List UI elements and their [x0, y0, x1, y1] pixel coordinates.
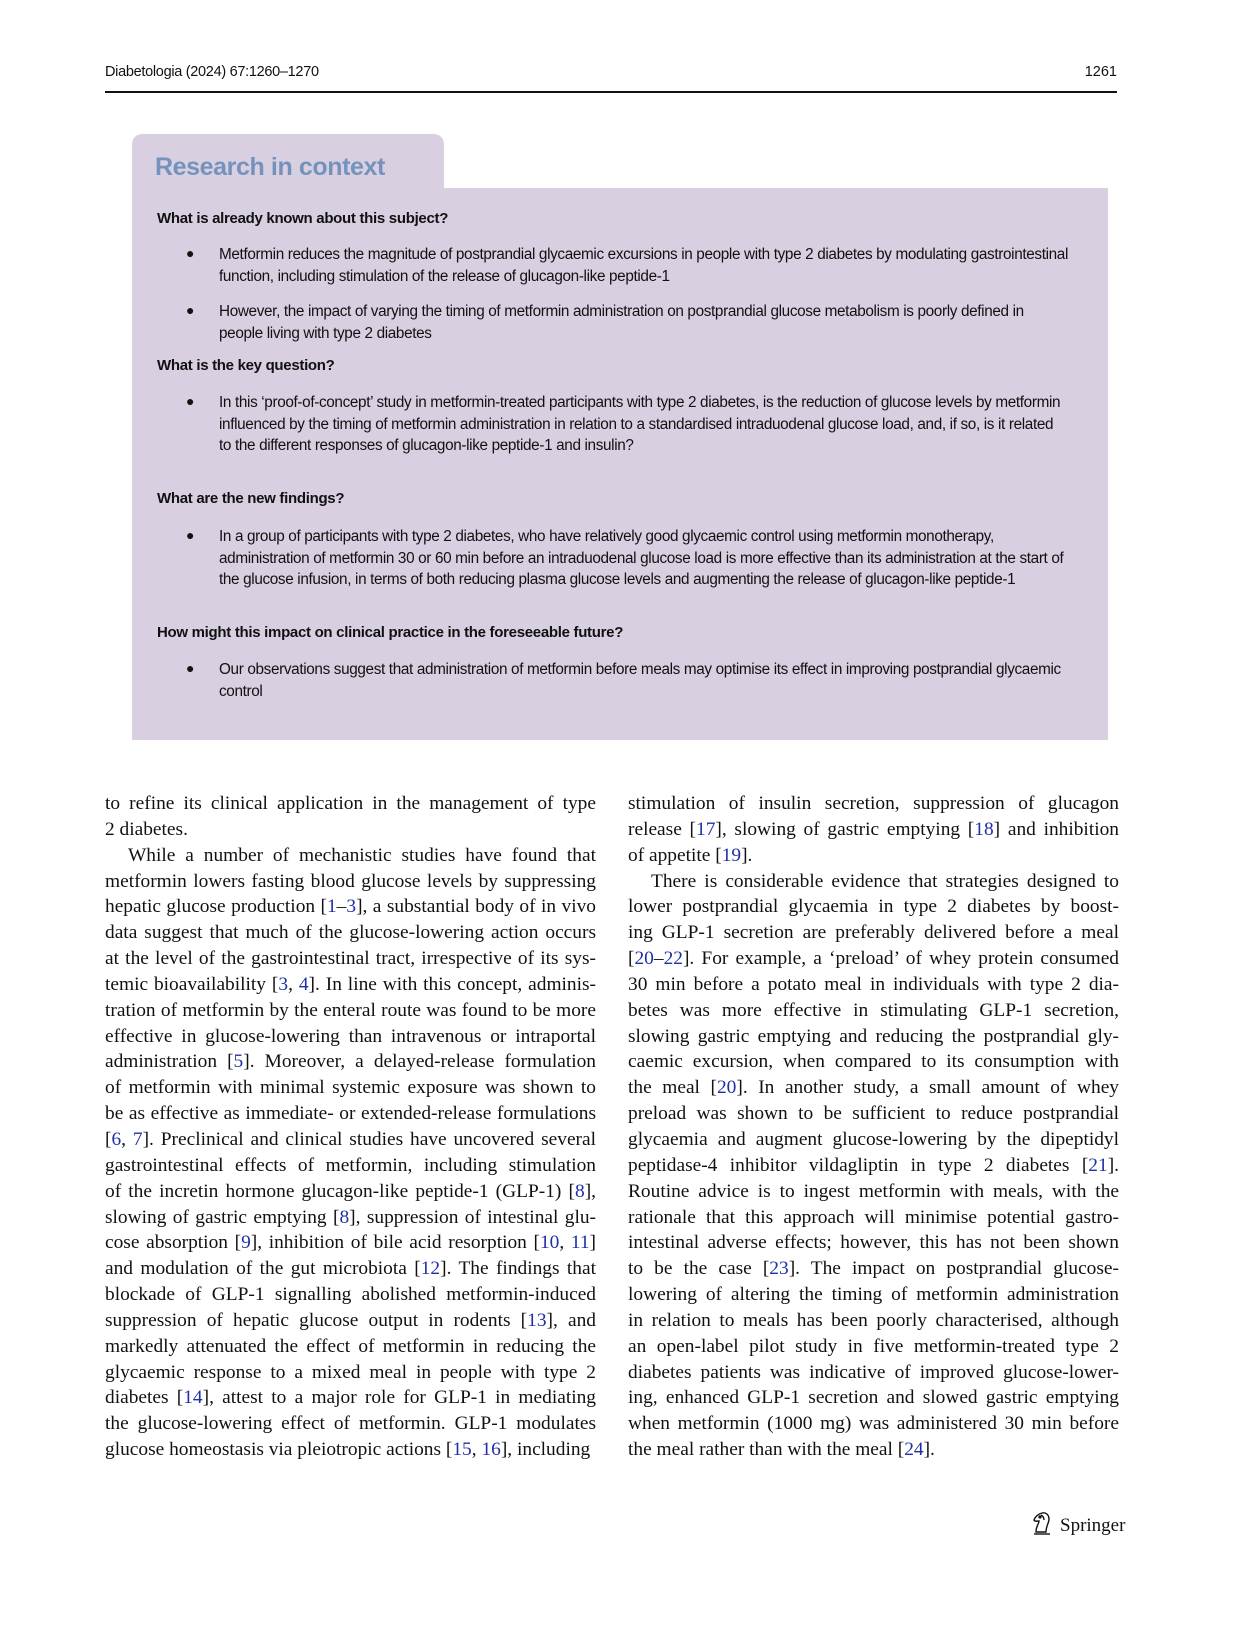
citation-link[interactable]: 18: [974, 818, 994, 840]
text-segment: effective in glucose-lowering than intravenous or intraportal: [105, 1025, 596, 1047]
text-segment: the glucose-lowering effect of metformin. GLP-1 modulates: [105, 1413, 596, 1435]
citation-link[interactable]: 22: [663, 948, 683, 970]
text-segment: slowing gastric emptying and reducing the postprandial gly-: [628, 1025, 1119, 1047]
text-segment: lower postprandial glycaemia in type 2 diabetes by boost-: [628, 896, 1119, 918]
text-line: [105, 894, 596, 920]
text-segment: ], slowing of gastric emptying [: [715, 818, 975, 840]
text-segment: an open-label pilot study in five metformin-treated type 2: [628, 1335, 1119, 1357]
text-line-content: [651, 869, 1119, 895]
text-line: [628, 1282, 1119, 1308]
text-segment: diabetes patients was indicative of improved glucose-lower-: [628, 1361, 1119, 1383]
text-segment: ], inhibition of bile acid resorption [: [250, 1232, 540, 1254]
text-segment: slowing of gastric emptying [: [105, 1206, 340, 1228]
text-line: [628, 1127, 1119, 1153]
text-line: [628, 869, 1119, 895]
text-line-content: [105, 1179, 596, 1205]
citation-link[interactable]: 8: [339, 1206, 350, 1228]
text-segment: 30 min before a potato meal in individuals with type 2 dia-: [628, 973, 1119, 995]
citation-link[interactable]: 1: [326, 896, 337, 918]
text-line-content: [628, 1334, 1119, 1360]
text-line-content: [105, 946, 596, 972]
text-segment: ing, enhanced GLP-1 secretion and slowed gastric emptying: [628, 1387, 1119, 1409]
citation-link[interactable]: 4: [298, 973, 309, 995]
text-line: [105, 791, 596, 817]
text-line-content: [628, 920, 1119, 946]
citation-link[interactable]: 9: [241, 1232, 251, 1254]
text-line-content: [628, 1101, 1119, 1127]
text-line-content: [628, 843, 1119, 869]
text-segment: ], attest to a major role for GLP-1 in mediating: [202, 1387, 596, 1409]
section-heading-new-findings: What are the new findings?: [157, 490, 345, 507]
text-line-content: [128, 843, 596, 869]
text-line: [628, 1153, 1119, 1179]
text-line-content: [628, 1230, 1119, 1256]
bullet-icon: ●: [186, 527, 195, 543]
text-segment: Routine advice is to ingest metformin with meals, with the: [628, 1180, 1119, 1202]
citation-link[interactable]: 16: [481, 1439, 501, 1461]
text-segment: ]. For example, a ‘preload’ of whey protein consumed: [682, 948, 1119, 970]
text-segment: While a number of mechanistic studies have found that: [128, 844, 596, 866]
text-line: [105, 1308, 596, 1334]
text-segment: ]. Preclinical and clinical studies have uncovered several: [142, 1128, 597, 1150]
text-line-content: [628, 1179, 1119, 1205]
text-line-content: [105, 1127, 596, 1153]
text-line-content: [105, 1411, 596, 1437]
text-segment: rationale that this approach will minimise potential gastro-: [628, 1206, 1119, 1228]
journal-citation: Diabetologia (2024) 67:1260–1270: [105, 64, 319, 80]
text-line: [105, 817, 596, 843]
citation-link[interactable]: 5: [233, 1051, 244, 1073]
text-segment: markedly attenuated the effect of metformin in reducing the: [105, 1335, 596, 1357]
text-line-content: [628, 791, 1119, 817]
text-segment: betes was more effective in stimulating GLP-1 secretion,: [628, 999, 1119, 1021]
citation-link[interactable]: 3: [278, 973, 289, 995]
text-segment: administration [: [105, 1051, 234, 1073]
text-line: [628, 1205, 1119, 1231]
text-segment: ,: [559, 1232, 571, 1254]
text-segment: ],: [584, 1180, 596, 1202]
text-segment: ], including: [500, 1439, 591, 1461]
text-segment: of appetite [: [628, 844, 722, 866]
publisher-name: Springer: [1060, 1514, 1126, 1536]
citation-link[interactable]: 20: [634, 948, 654, 970]
bullet-text: In a group of participants with type 2 diabetes, who have relatively good glycaemic control using metformin monotherapy, administration of metformin 30 or 60 min before an intraduodenal glucose load is more effective than its administration at the start of the glucose infusion, in terms of both reducing plasma glucose levels and augmenting the release of glucagon-like peptide-1: [219, 528, 1064, 588]
citation-link[interactable]: 21: [1088, 1154, 1108, 1176]
bullet-icon: ●: [186, 660, 195, 676]
text-segment: intestinal adverse effects; however, this has not been shown: [628, 1232, 1119, 1254]
text-segment: preload was shown to be sufficient to reduce postprandial: [628, 1103, 1119, 1125]
text-line-content: [105, 972, 596, 998]
text-segment: suppression of hepatic glucose output in rodents [: [105, 1309, 528, 1331]
text-segment: the meal [: [628, 1077, 717, 1099]
citation-link[interactable]: 7: [132, 1128, 143, 1150]
text-line: [105, 972, 596, 998]
text-line: [105, 1437, 596, 1463]
text-line: [628, 972, 1119, 998]
text-segment: of metformin with minimal systemic exposure was shown to: [105, 1077, 596, 1099]
text-line-content: [105, 1049, 596, 1075]
text-line: [105, 1024, 596, 1050]
text-segment: –: [336, 896, 347, 918]
text-line: [105, 998, 596, 1024]
bullet-icon: ●: [186, 245, 195, 261]
text-segment: ]. In line with this concept, adminis-: [308, 973, 597, 995]
header-divider: [105, 91, 1117, 93]
text-line: [105, 1153, 596, 1179]
text-line-content: [628, 1024, 1119, 1050]
text-line: [628, 1075, 1119, 1101]
text-line-content: [628, 817, 1119, 843]
section-heading-known: What is already known about this subject?: [157, 210, 449, 227]
text-line-content: [628, 1385, 1119, 1411]
text-segment: to be the case [: [628, 1258, 770, 1280]
springer-horse-icon: [1030, 1510, 1054, 1541]
text-line-content: [628, 1411, 1119, 1437]
text-segment: be as effective as immediate- or extended-release formulations: [105, 1103, 596, 1125]
text-line-content: [628, 1282, 1119, 1308]
text-line: [628, 1411, 1119, 1437]
text-segment: cose absorption [: [105, 1232, 242, 1254]
bullet-text: However, the impact of varying the timing of metformin administration on postprandial glucose metabolism is poorly defined in people living with type 2 diabetes: [219, 303, 1024, 342]
text-line: [628, 817, 1119, 843]
text-line-content: [105, 894, 596, 920]
text-segment: [: [105, 1128, 112, 1150]
text-line: [628, 1334, 1119, 1360]
citation-link[interactable]: 15: [452, 1439, 472, 1461]
page-number: 1261: [1084, 64, 1117, 80]
text-segment: ]. The findings that: [440, 1258, 596, 1280]
text-segment: –: [653, 948, 664, 970]
text-line-content: [105, 1205, 596, 1231]
text-line-content: [628, 946, 1119, 972]
text-line: [105, 1411, 596, 1437]
text-line: [628, 1256, 1119, 1282]
text-line: [628, 998, 1119, 1024]
text-line-content: [105, 920, 596, 946]
text-segment: ]. Moreover, a delayed-release formulation: [243, 1051, 596, 1073]
body-column-right: [628, 791, 1119, 1463]
text-line: [105, 869, 596, 895]
text-segment: at the level of the gastrointestinal tract, irrespective of its sys-: [105, 948, 596, 970]
text-line-content: [105, 1334, 596, 1360]
text-segment: ], suppression of intestinal glu-: [349, 1206, 596, 1228]
text-segment: peptidase-4 inhibitor vildagliptin in type 2 diabetes [: [628, 1154, 1089, 1176]
text-line: [105, 1101, 596, 1127]
text-line-content: [628, 1049, 1119, 1075]
publisher-logo: [1030, 1510, 1125, 1541]
text-line: [628, 1179, 1119, 1205]
text-segment: to refine its clinical application in the management of type: [105, 793, 596, 814]
text-segment: when metformin (1000 mg) was administered 30 min before: [628, 1413, 1119, 1435]
text-line-content: [628, 1205, 1119, 1231]
bullet-text: Metformin reduces the magnitude of postprandial glycaemic excursions in people with type 2 diabetes by modulating gastrointestinal function, including stimulation of the release of glucagon-like peptide-1: [219, 246, 1069, 285]
text-line-content: [628, 894, 1119, 920]
text-line-content: [628, 972, 1119, 998]
citation-link[interactable]: 14: [183, 1387, 203, 1409]
section-heading-clinical-impact: How might this impact on clinical practice in the foreseeable future?: [157, 624, 624, 641]
text-segment: blockade of GLP-1 signalling abolished metformin-induced: [105, 1284, 596, 1306]
text-line: [628, 1024, 1119, 1050]
citation-link[interactable]: 10: [539, 1232, 560, 1254]
text-segment: ], and: [546, 1309, 596, 1331]
text-line-content: [105, 1153, 596, 1179]
text-line: [105, 920, 596, 946]
citation-link[interactable]: 24: [904, 1439, 924, 1461]
text-line: [105, 1205, 596, 1231]
citation-link[interactable]: 23: [769, 1258, 789, 1280]
text-segment: gastrointestinal effects of metformin, including stimulation: [105, 1154, 596, 1176]
text-line: [105, 1179, 596, 1205]
text-line-content: [105, 869, 596, 895]
text-segment: and modulation of the gut microbiota [: [105, 1258, 421, 1280]
text-line: [105, 946, 596, 972]
text-segment: ] and inhibition: [993, 818, 1119, 840]
text-segment: ].: [923, 1439, 935, 1461]
bullet-icon: ●: [186, 393, 195, 409]
text-segment: metformin lowers fasting blood glucose levels by suppressing: [105, 870, 596, 892]
bullet-icon: ●: [186, 302, 195, 318]
text-line-content: [105, 1075, 596, 1101]
text-line-content: [105, 1256, 596, 1282]
text-segment: release [: [628, 818, 696, 840]
research-in-context-title: Research in context: [155, 153, 385, 181]
text-line: [628, 1385, 1119, 1411]
text-line: [105, 1282, 596, 1308]
text-segment: ].: [1107, 1154, 1119, 1176]
text-segment: of the incretin hormone glucagon-like peptide-1 (GLP-1) [: [105, 1180, 575, 1202]
text-line: [628, 1360, 1119, 1386]
text-segment: stimulation of insulin secretion, suppression of glucagon: [628, 793, 1119, 814]
text-line: [628, 1230, 1119, 1256]
citation-link[interactable]: 13: [527, 1309, 547, 1331]
text-segment: tration of metformin by the enteral route was found to be more: [105, 999, 596, 1021]
text-segment: [: [628, 948, 635, 970]
text-line-content: [628, 1153, 1119, 1179]
text-segment: ,: [288, 973, 299, 995]
text-segment: There is considerable evidence that strategies designed to: [651, 870, 1119, 892]
text-line-content: [105, 1437, 596, 1463]
text-segment: ,: [121, 1128, 133, 1150]
text-line: [628, 843, 1119, 869]
text-line: [628, 791, 1119, 817]
text-line: [628, 946, 1119, 972]
text-line: [628, 1308, 1119, 1334]
text-line: [628, 1049, 1119, 1075]
text-segment: caemic excursion, when compared to its consumption with: [628, 1051, 1119, 1073]
text-line-content: [105, 998, 596, 1024]
citation-link[interactable]: 6: [111, 1128, 122, 1150]
body-column-left: [105, 791, 596, 1463]
text-segment: 2 diabetes.: [105, 818, 188, 840]
text-segment: glycaemic response to a mixed meal in people with type 2: [105, 1361, 596, 1383]
text-segment: lowering of altering the timing of metformin administration: [628, 1284, 1119, 1306]
citation-link[interactable]: 12: [420, 1258, 441, 1280]
text-segment: temic bioavailability [: [105, 973, 279, 995]
text-segment: data suggest that much of the glucose-lowering action occurs: [105, 922, 596, 944]
text-segment: the meal rather than with the meal [: [628, 1439, 905, 1461]
text-line-content: [628, 1075, 1119, 1101]
text-line-content: [628, 998, 1119, 1024]
text-line: [105, 1230, 596, 1256]
text-segment: in relation to meals has been poorly characterised, although: [628, 1309, 1119, 1331]
text-line-content: [628, 1360, 1119, 1386]
citation-link[interactable]: 20: [716, 1077, 737, 1099]
citation-link[interactable]: 8: [574, 1180, 585, 1202]
text-line: [105, 1334, 596, 1360]
text-segment: ing GLP-1 secretion are preferably delivered before a meal: [628, 922, 1119, 944]
text-line-content: [628, 1127, 1119, 1153]
text-line-content: [105, 1101, 596, 1127]
text-segment: ].: [741, 844, 753, 866]
bullet-text: In this ‘proof-of-concept’ study in metformin-treated participants with type 2 diabetes, is the reduction of glucose levels by metformin influenced by the timing of metformin administration in relation to a standardised intraduodenal glucose load, and, if so, is it related to the different responses of glucagon-like peptide-1 and insulin?: [219, 394, 1061, 454]
text-segment: ,: [471, 1439, 482, 1461]
text-line: [105, 1049, 596, 1075]
text-line: [105, 1360, 596, 1386]
text-segment: ]. In another study, a small amount of whey: [736, 1077, 1120, 1099]
text-line: [628, 920, 1119, 946]
text-line: [628, 1437, 1119, 1463]
bullet-text: Our observations suggest that administration of metformin before meals may optimise its effect in improving postprandial glycaemic control: [219, 661, 1061, 700]
text-line-content: [628, 1308, 1119, 1334]
text-line-content: [628, 1256, 1119, 1282]
text-line-content: [105, 1282, 596, 1308]
text-line: [105, 843, 596, 869]
text-line: [628, 1101, 1119, 1127]
citation-link[interactable]: 17: [696, 818, 716, 840]
text-line-content: [628, 1437, 1119, 1463]
text-line-content: [105, 1230, 596, 1256]
text-segment: ]: [589, 1232, 596, 1254]
citation-link[interactable]: 3: [346, 896, 357, 918]
text-line-content: [105, 1024, 596, 1050]
section-heading-key-question: What is the key question?: [157, 357, 335, 374]
text-segment: ]. The impact on postprandial glucose-: [788, 1258, 1119, 1280]
text-segment: glycaemia and augment glucose-lowering by the dipeptidyl: [628, 1128, 1119, 1150]
text-line-content: [105, 1385, 596, 1411]
text-line-content: [105, 1360, 596, 1386]
text-line: [105, 1127, 596, 1153]
text-line-content: [105, 817, 596, 843]
text-line-content: [105, 1308, 596, 1334]
text-line: [105, 1075, 596, 1101]
text-segment: hepatic glucose production [: [105, 896, 327, 918]
citation-link[interactable]: 11: [570, 1232, 590, 1254]
text-line: [628, 894, 1119, 920]
text-segment: ], a substantial body of in vivo: [356, 896, 596, 918]
text-line: [105, 1256, 596, 1282]
text-segment: glucose homeostasis via pleiotropic actions [: [105, 1439, 453, 1461]
text-line: [105, 1385, 596, 1411]
text-segment: diabetes [: [105, 1387, 184, 1409]
text-line-content: [105, 791, 596, 817]
citation-link[interactable]: 19: [721, 844, 742, 866]
